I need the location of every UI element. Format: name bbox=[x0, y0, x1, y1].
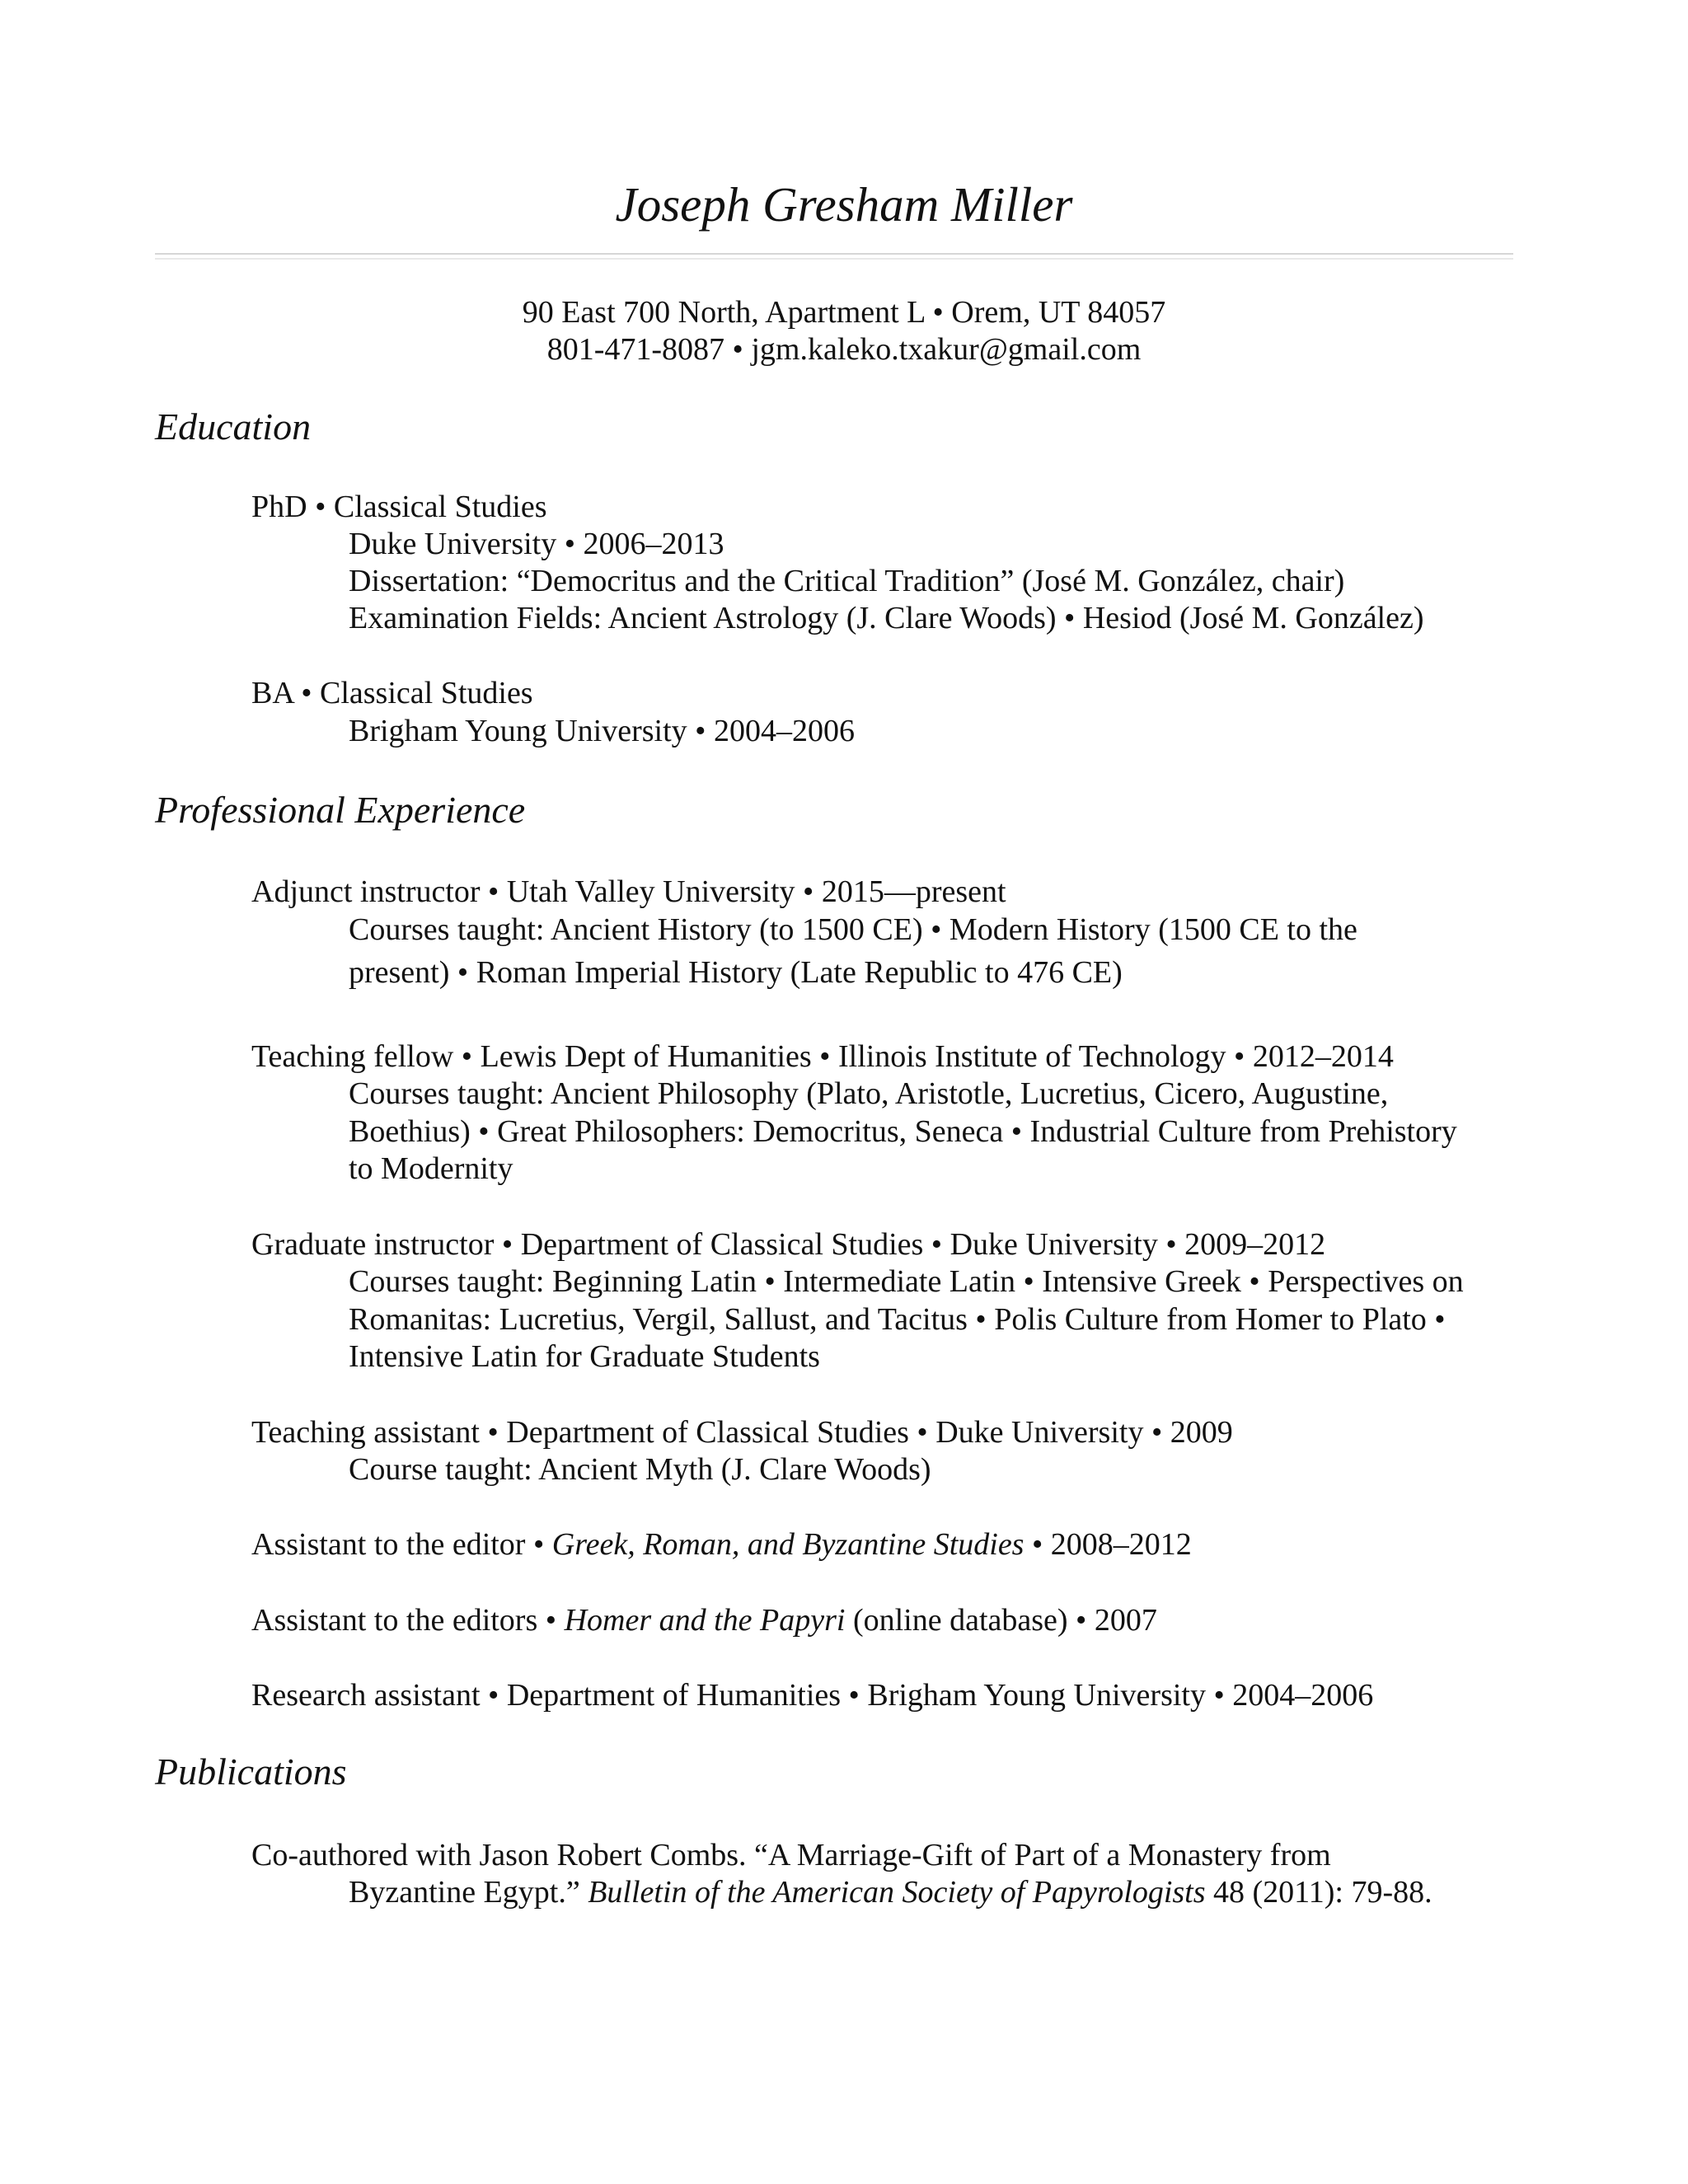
uvu-position: Adjunct instructor • Utah Valley University • 2015—present bbox=[251, 874, 1006, 909]
phd-exam-fields: Examination Fields: Ancient Astrology (J. Clare Woods) • Hesiod (José M. González) bbox=[349, 601, 1424, 635]
papyri-database: Homer and the Papyri bbox=[564, 1603, 846, 1638]
duke-ta-position: Teaching assistant • Department of Classical Studies • Duke University • 2009 bbox=[251, 1415, 1233, 1450]
phd-degree: PhD • Classical Studies bbox=[251, 490, 547, 524]
papyri-dates: (online database) • 2007 bbox=[845, 1603, 1157, 1638]
byu-position: Research assistant • Department of Humanities • Brigham Young University • 2004–2006 bbox=[251, 1678, 1374, 1713]
address-line: 90 East 700 North, Apartment L • Orem, UT 84057 bbox=[522, 295, 1166, 330]
grbs-journal: Greek, Roman, and Byzantine Studies bbox=[551, 1527, 1025, 1562]
duke-grad-courses-line-2: Romanitas: Lucretius, Vergil, Sallust, and Tacitus • Polis Culture from Homer to Plato • bbox=[349, 1302, 1446, 1337]
iit-courses-line-2: Boethius) • Great Philosophers: Democritus, Seneca • Industrial Culture from Prehistory bbox=[349, 1114, 1457, 1149]
iit-courses-line-1: Courses taught: Ancient Philosophy (Plato, Aristotle, Lucretius, Cicero, Augustine, bbox=[349, 1076, 1389, 1111]
publication-citation: 48 (2011): 79-88. bbox=[1205, 1875, 1432, 1910]
publication-journal: Bulletin of the American Society of Papyrologists bbox=[588, 1875, 1206, 1910]
ba-degree: BA • Classical Studies bbox=[251, 676, 533, 710]
resume-name: Joseph Gresham Miller bbox=[615, 177, 1073, 232]
phd-school: Duke University • 2006–2013 bbox=[349, 527, 724, 561]
grbs-role: Assistant to the editor • bbox=[251, 1527, 552, 1562]
duke-grad-courses-line-3: Intensive Latin for Graduate Students bbox=[349, 1339, 820, 1374]
duke-ta-course: Course taught: Ancient Myth (J. Clare Woods) bbox=[349, 1452, 931, 1487]
papyri-position bbox=[251, 1601, 1157, 1639]
experience-heading: Professional Experience bbox=[155, 789, 526, 831]
papyri-role: Assistant to the editors • bbox=[251, 1603, 565, 1638]
grbs-position bbox=[251, 1526, 1192, 1563]
header-divider bbox=[155, 253, 1513, 260]
duke-grad-position: Graduate instructor • Department of Classical Studies • Duke University • 2009–2012 bbox=[251, 1227, 1326, 1262]
grbs-dates: • 2008–2012 bbox=[1024, 1527, 1192, 1562]
publication-title-end: Byzantine Egypt.” bbox=[349, 1875, 588, 1910]
duke-grad-courses-line-1: Courses taught: Beginning Latin • Intermediate Latin • Intensive Greek • Perspectives on bbox=[349, 1264, 1464, 1299]
uvu-courses-line-2: present) • Roman Imperial History (Late Republic to 476 CE) bbox=[349, 955, 1123, 990]
uvu-courses-line-1: Courses taught: Ancient History (to 1500 CE) • Modern History (1500 CE to the bbox=[349, 912, 1357, 947]
publication-line-2 bbox=[349, 1873, 1432, 1911]
iit-courses-line-3: to Modernity bbox=[349, 1151, 513, 1186]
education-heading: Education bbox=[155, 405, 312, 448]
phd-dissertation: Dissertation: “Democritus and the Critical Tradition” (José M. González, chair) bbox=[349, 564, 1345, 598]
phone-email-line: 801-471-8087 • jgm.kaleko.txakur@gmail.com bbox=[546, 332, 1142, 367]
publications-heading: Publications bbox=[155, 1750, 347, 1793]
publication-line-1: Co-authored with Jason Robert Combs. “A Marriage-Gift of Part of a Monastery from bbox=[251, 1838, 1331, 1872]
ba-school: Brigham Young University • 2004–2006 bbox=[349, 714, 855, 748]
iit-position: Teaching fellow • Lewis Dept of Humanities • Illinois Institute of Technology • 2012–2014 bbox=[251, 1039, 1394, 1074]
